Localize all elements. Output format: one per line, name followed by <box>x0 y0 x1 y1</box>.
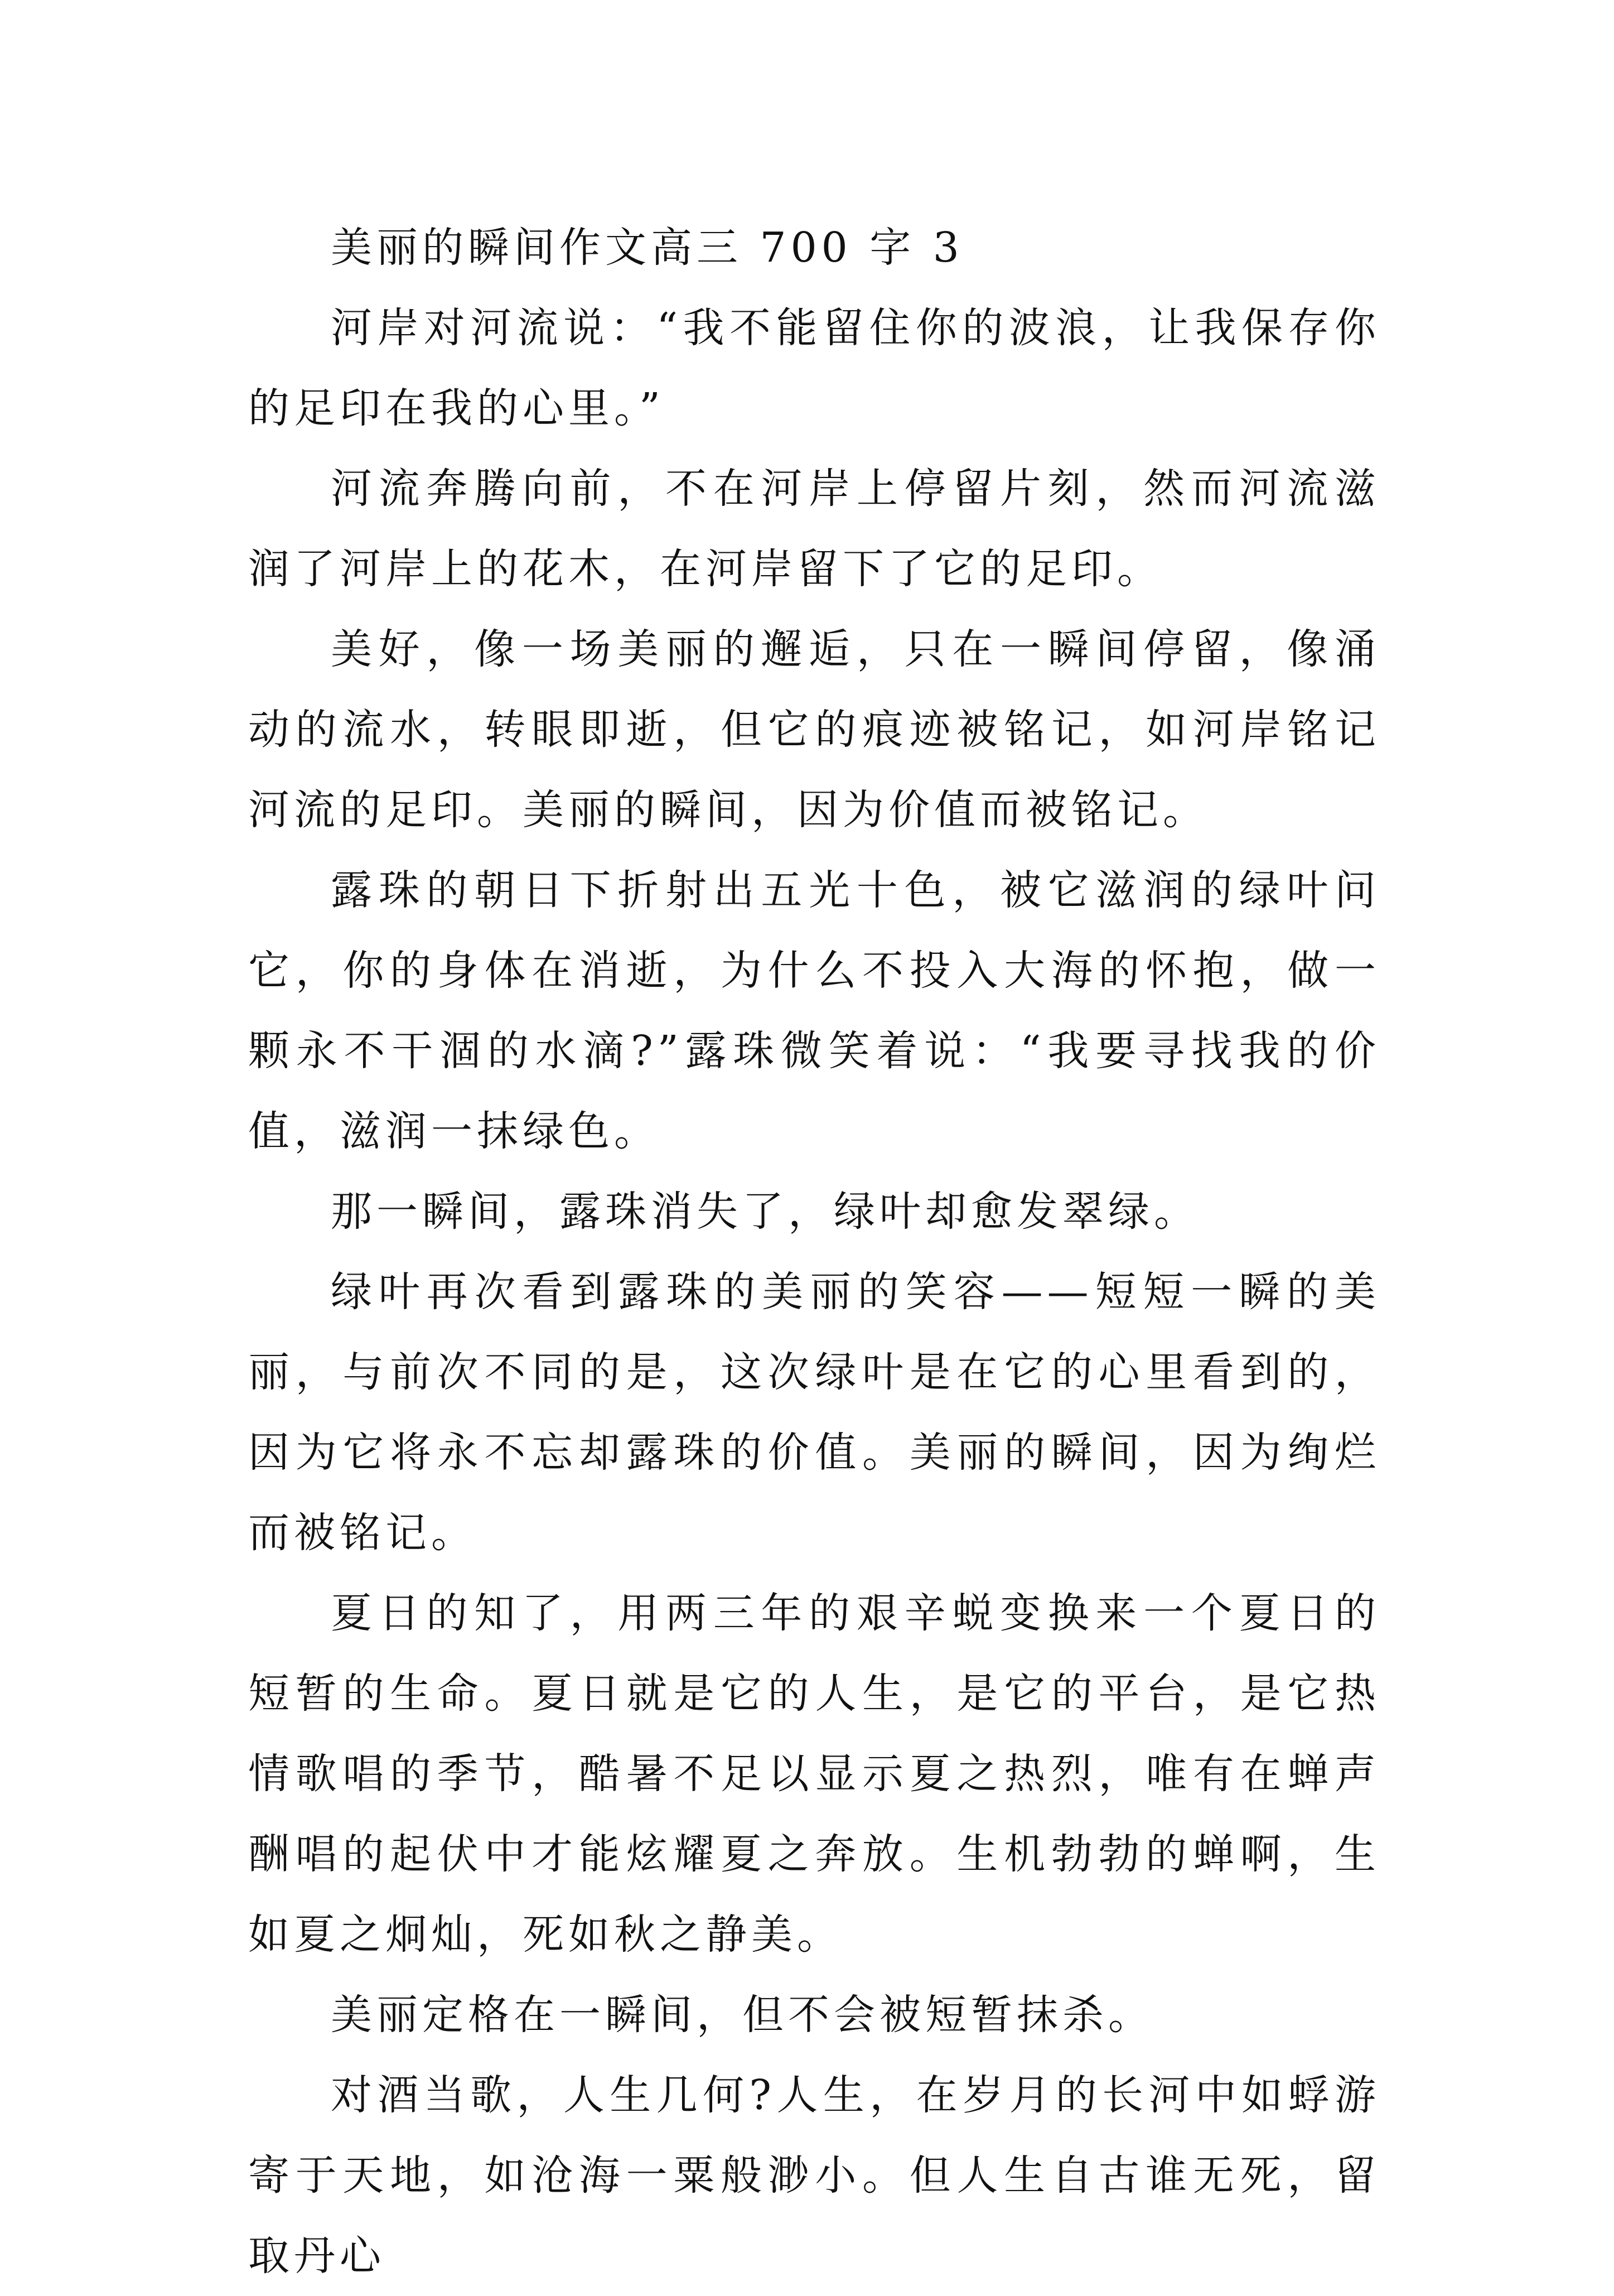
paragraph-4: 露珠的朝日下折射出五光十色，被它滋润的绿叶问它，你的身体在消逝，为什么不投入大海的怀抱，做一颗永不干涸的水滴?”露珠微笑着说：“我要寻找我的价值，滋润一抹绿色。 <box>248 866 1380 1155</box>
document-title: 美丽的瞬间作文高三 700 字 3 <box>331 224 964 272</box>
paragraph-6: 绿叶再次看到露珠的美丽的笑容——短短一瞬的美丽，与前次不同的是，这次绿叶是在它的心里看到的，因为它将永不忘却露珠的价值。美丽的瞬间，因为绚烂而被铭记。 <box>248 1268 1380 1557</box>
paragraph-1: 河岸对河流说：“我不能留住你的波浪，让我保存你的足印在我的心里。” <box>248 304 1380 432</box>
paragraph-7: 夏日的知了，用两三年的艰辛蜕变换来一个夏日的短暂的生命。夏日就是它的人生，是它的平台，是它热情歌唱的季节，酷暑不足以显示夏之热烈，唯有在蝉声酬唱的起伏中才能炫耀夏之奔放。生机勃勃的蝉啊，生如夏之炯灿，死如秋之静美。 <box>248 1589 1380 1959</box>
paragraph-2: 河流奔腾向前，不在河岸上停留片刻，然而河流滋润了河岸上的花木，在河岸留下了它的足印。 <box>248 465 1380 593</box>
paragraph-3: 美好，像一场美丽的邂逅，只在一瞬间停留，像涌动的流水，转眼即逝，但它的痕迹被铭记，如河岸铭记河流的足印。美丽的瞬间，因为价值而被铭记。 <box>248 625 1380 834</box>
paragraph-8: 美丽定格在一瞬间，但不会被短暂抹杀。 <box>331 1991 1154 2039</box>
paragraph-9: 对酒当歌，人生几何?人生，在岁月的长河中如蜉游寄于天地，如沧海一粟般渺小。但人生自古谁无死，留取丹心 <box>248 2071 1380 2280</box>
paragraph-5: 那一瞬间，露珠消失了，绿叶却愈发翠绿。 <box>331 1188 1200 1236</box>
document-body <box>248 208 1380 2296</box>
